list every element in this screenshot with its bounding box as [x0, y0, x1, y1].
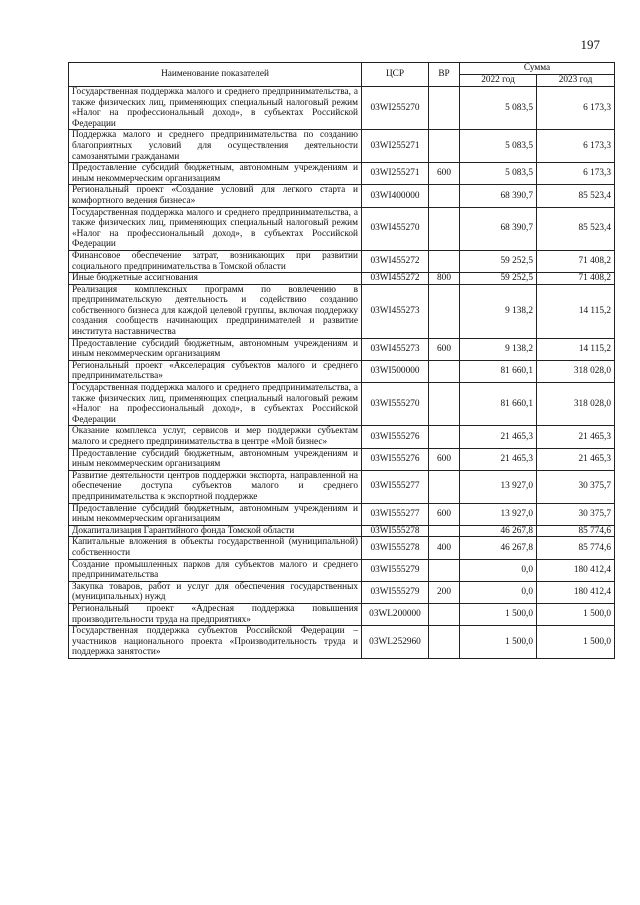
table-row [69, 525, 615, 537]
table-row [69, 581, 615, 603]
table-row [69, 383, 615, 426]
row-csr-cell: 03WI455272 [362, 250, 429, 272]
row-2023-cell: 21 465,3 [537, 426, 615, 448]
row-2023-cell: 85 523,4 [537, 185, 615, 207]
row-name-cell: Государственная поддержка малого и среднего предпринимательства, а также физических лиц, применяющих специальный налоговый режим «Налог на профессиональный доход», в субъектах Российской Федерации [69, 207, 362, 250]
row-2022-cell: 81 660,1 [460, 383, 537, 426]
page-number: 197 [580, 37, 600, 52]
row-name-cell: Предоставление субсидий бюджетным, автономным учреждениям и иным некоммерческим организациям [69, 338, 362, 360]
row-csr-cell: 03WI255271 [362, 163, 429, 185]
header-csr: ЦСР [362, 63, 429, 87]
table-row [69, 250, 615, 272]
table-row [69, 559, 615, 581]
header-year-2023: 2023 год [537, 75, 615, 87]
table-row [69, 87, 615, 130]
row-csr-cell: 03WI555279 [362, 581, 429, 603]
row-vr-cell [429, 284, 460, 338]
row-2023-cell: 30 375,7 [537, 503, 615, 525]
row-2023-cell: 21 465,3 [537, 448, 615, 470]
row-2023-cell: 30 375,7 [537, 470, 615, 503]
row-2023-cell: 71 408,2 [537, 273, 615, 285]
row-vr-cell [429, 525, 460, 537]
row-csr-cell: 03WI555277 [362, 470, 429, 503]
row-vr-cell [429, 383, 460, 426]
row-csr-cell: 03WI255270 [362, 87, 429, 130]
table-row [69, 626, 615, 659]
row-2022-cell: 68 390,7 [460, 185, 537, 207]
row-name-cell: Оказание комплекса услуг, сервисов и мер поддержки субъектам малого и среднего предпринимательства в центре «Мой бизнес» [69, 426, 362, 448]
row-2022-cell: 9 138,2 [460, 284, 537, 338]
row-name-cell: Предоставление субсидий бюджетным, автономным учреждениям и иным некоммерческим организациям [69, 448, 362, 470]
header-year-2022: 2022 год [460, 75, 537, 87]
row-vr-cell [429, 626, 460, 659]
row-name-cell: Финансовое обеспечение затрат, возникающих при развитии социального предпринимательства в Томской области [69, 250, 362, 272]
row-vr-cell [429, 250, 460, 272]
row-2022-cell: 1 500,0 [460, 603, 537, 625]
row-2022-cell: 21 465,3 [460, 448, 537, 470]
row-2022-cell: 0,0 [460, 581, 537, 603]
row-vr-cell: 800 [429, 273, 460, 285]
row-2022-cell: 13 927,0 [460, 503, 537, 525]
table-row [69, 185, 615, 207]
row-csr-cell: 03WI555278 [362, 537, 429, 559]
table-header [69, 63, 615, 87]
row-vr-cell [429, 470, 460, 503]
row-csr-cell: 03WI555276 [362, 448, 429, 470]
row-name-cell: Государственная поддержка малого и среднего предпринимательства, а также физических лиц, применяющих специальный налоговый режим «Налог на профессиональный доход», в субъектах Российской Федерации [69, 87, 362, 130]
row-2023-cell: 318 028,0 [537, 383, 615, 426]
row-2023-cell: 318 028,0 [537, 360, 615, 382]
row-csr-cell: 03WI255271 [362, 130, 429, 163]
row-vr-cell [429, 360, 460, 382]
row-csr-cell: 03WI500000 [362, 360, 429, 382]
table-body [69, 87, 615, 659]
row-2022-cell: 1 500,0 [460, 626, 537, 659]
row-2022-cell: 59 252,5 [460, 250, 537, 272]
row-name-cell: Иные бюджетные ассигнования [69, 273, 362, 285]
row-name-cell: Закупка товаров, работ и услуг для обеспечения государственных (муниципальных) нужд [69, 581, 362, 603]
header-sum: Сумма [460, 63, 615, 75]
row-name-cell: Региональный проект «Адресная поддержка повышения производительности труда на предприятиях» [69, 603, 362, 625]
row-csr-cell: 03WI400000 [362, 185, 429, 207]
row-vr-cell [429, 207, 460, 250]
row-2023-cell: 1 500,0 [537, 603, 615, 625]
row-vr-cell [429, 559, 460, 581]
row-2023-cell: 85 523,4 [537, 207, 615, 250]
row-2022-cell: 46 267,8 [460, 525, 537, 537]
row-csr-cell: 03WI455272 [362, 273, 429, 285]
row-vr-cell [429, 185, 460, 207]
row-name-cell: Создание промышленных парков для субъектов малого и среднего предпринимательства [69, 559, 362, 581]
row-vr-cell [429, 426, 460, 448]
table-row [69, 603, 615, 625]
row-csr-cell: 03WI455270 [362, 207, 429, 250]
row-vr-cell: 400 [429, 537, 460, 559]
header-vr: ВР [429, 63, 460, 87]
row-name-cell: Региональный проект «Акселерация субъектов малого и среднего предпринимательства» [69, 360, 362, 382]
row-2022-cell: 5 083,5 [460, 130, 537, 163]
row-2023-cell: 180 412,4 [537, 581, 615, 603]
row-csr-cell: 03WI555270 [362, 383, 429, 426]
row-2023-cell: 85 774,6 [537, 525, 615, 537]
table-row [69, 503, 615, 525]
table-row [69, 338, 615, 360]
row-2022-cell: 46 267,8 [460, 537, 537, 559]
row-name-cell: Капитальные вложения в объекты государственной (муниципальной) собственности [69, 537, 362, 559]
budget-table [68, 62, 615, 659]
row-2023-cell: 14 115,2 [537, 284, 615, 338]
row-vr-cell [429, 130, 460, 163]
row-2023-cell: 14 115,2 [537, 338, 615, 360]
table-row [69, 537, 615, 559]
row-2023-cell: 180 412,4 [537, 559, 615, 581]
header-name: Наименование показателей [69, 63, 362, 87]
table-row [69, 273, 615, 285]
row-vr-cell: 600 [429, 448, 460, 470]
row-csr-cell: 03WI555276 [362, 426, 429, 448]
row-2023-cell: 85 774,6 [537, 537, 615, 559]
row-vr-cell: 600 [429, 338, 460, 360]
row-csr-cell: 03WI455273 [362, 338, 429, 360]
table-row [69, 284, 615, 338]
row-2022-cell: 59 252,5 [460, 273, 537, 285]
row-csr-cell: 03WL200000 [362, 603, 429, 625]
row-2023-cell: 6 173,3 [537, 87, 615, 130]
table-row [69, 470, 615, 503]
row-name-cell: Докапитализация Гарантийного фонда Томской области [69, 525, 362, 537]
row-2022-cell: 68 390,7 [460, 207, 537, 250]
row-2023-cell: 6 173,3 [537, 130, 615, 163]
row-vr-cell [429, 87, 460, 130]
row-name-cell: Реализация комплексных программ по вовлечению в предпринимательскую деятельность и содействию созданию собственного бизнеса для каждой целевой группы, включая поддержку создания сообществ начинающих предпринимателей и развитие института наставничества [69, 284, 362, 338]
row-vr-cell [429, 603, 460, 625]
table-row [69, 130, 615, 163]
row-csr-cell: 03WI555278 [362, 525, 429, 537]
row-2023-cell: 6 173,3 [537, 163, 615, 185]
row-2022-cell: 13 927,0 [460, 470, 537, 503]
table-row [69, 360, 615, 382]
row-csr-cell: 03WI555279 [362, 559, 429, 581]
row-csr-cell: 03WI455273 [362, 284, 429, 338]
row-vr-cell: 600 [429, 503, 460, 525]
table-row [69, 163, 615, 185]
table-row [69, 207, 615, 250]
row-name-cell: Государственная поддержка субъектов Российской Федерации – участников национального проекта «Производительность труда и поддержка занятости» [69, 626, 362, 659]
row-2022-cell: 81 660,1 [460, 360, 537, 382]
row-2022-cell: 5 083,5 [460, 163, 537, 185]
row-vr-cell: 200 [429, 581, 460, 603]
row-vr-cell: 600 [429, 163, 460, 185]
row-csr-cell: 03WI555277 [362, 503, 429, 525]
row-csr-cell: 03WL252960 [362, 626, 429, 659]
row-name-cell: Региональный проект «Создание условий для легкого старта и комфортного ведения бизнеса» [69, 185, 362, 207]
table-row [69, 448, 615, 470]
row-name-cell: Развитие деятельности центров поддержки экспорта, направленной на обеспечение доступа субъектов малого и среднего предпринимательства к экспортной поддержке [69, 470, 362, 503]
row-2022-cell: 5 083,5 [460, 87, 537, 130]
row-2022-cell: 9 138,2 [460, 338, 537, 360]
row-2023-cell: 1 500,0 [537, 626, 615, 659]
row-2023-cell: 71 408,2 [537, 250, 615, 272]
row-name-cell: Государственная поддержка малого и среднего предпринимательства, а также физических лиц, применяющих специальный налоговый режим «Налог на профессиональный доход», в субъектах Российской Федерации [69, 383, 362, 426]
row-name-cell: Поддержка малого и среднего предпринимательства по созданию благоприятных условий для осуществления деятельности самозанятыми гражданами [69, 130, 362, 163]
row-name-cell: Предоставление субсидий бюджетным, автономным учреждениям и иным некоммерческим организациям [69, 503, 362, 525]
row-2022-cell: 0,0 [460, 559, 537, 581]
row-2022-cell: 21 465,3 [460, 426, 537, 448]
row-name-cell: Предоставление субсидий бюджетным, автономным учреждениям и иным некоммерческим организациям [69, 163, 362, 185]
table-row [69, 426, 615, 448]
